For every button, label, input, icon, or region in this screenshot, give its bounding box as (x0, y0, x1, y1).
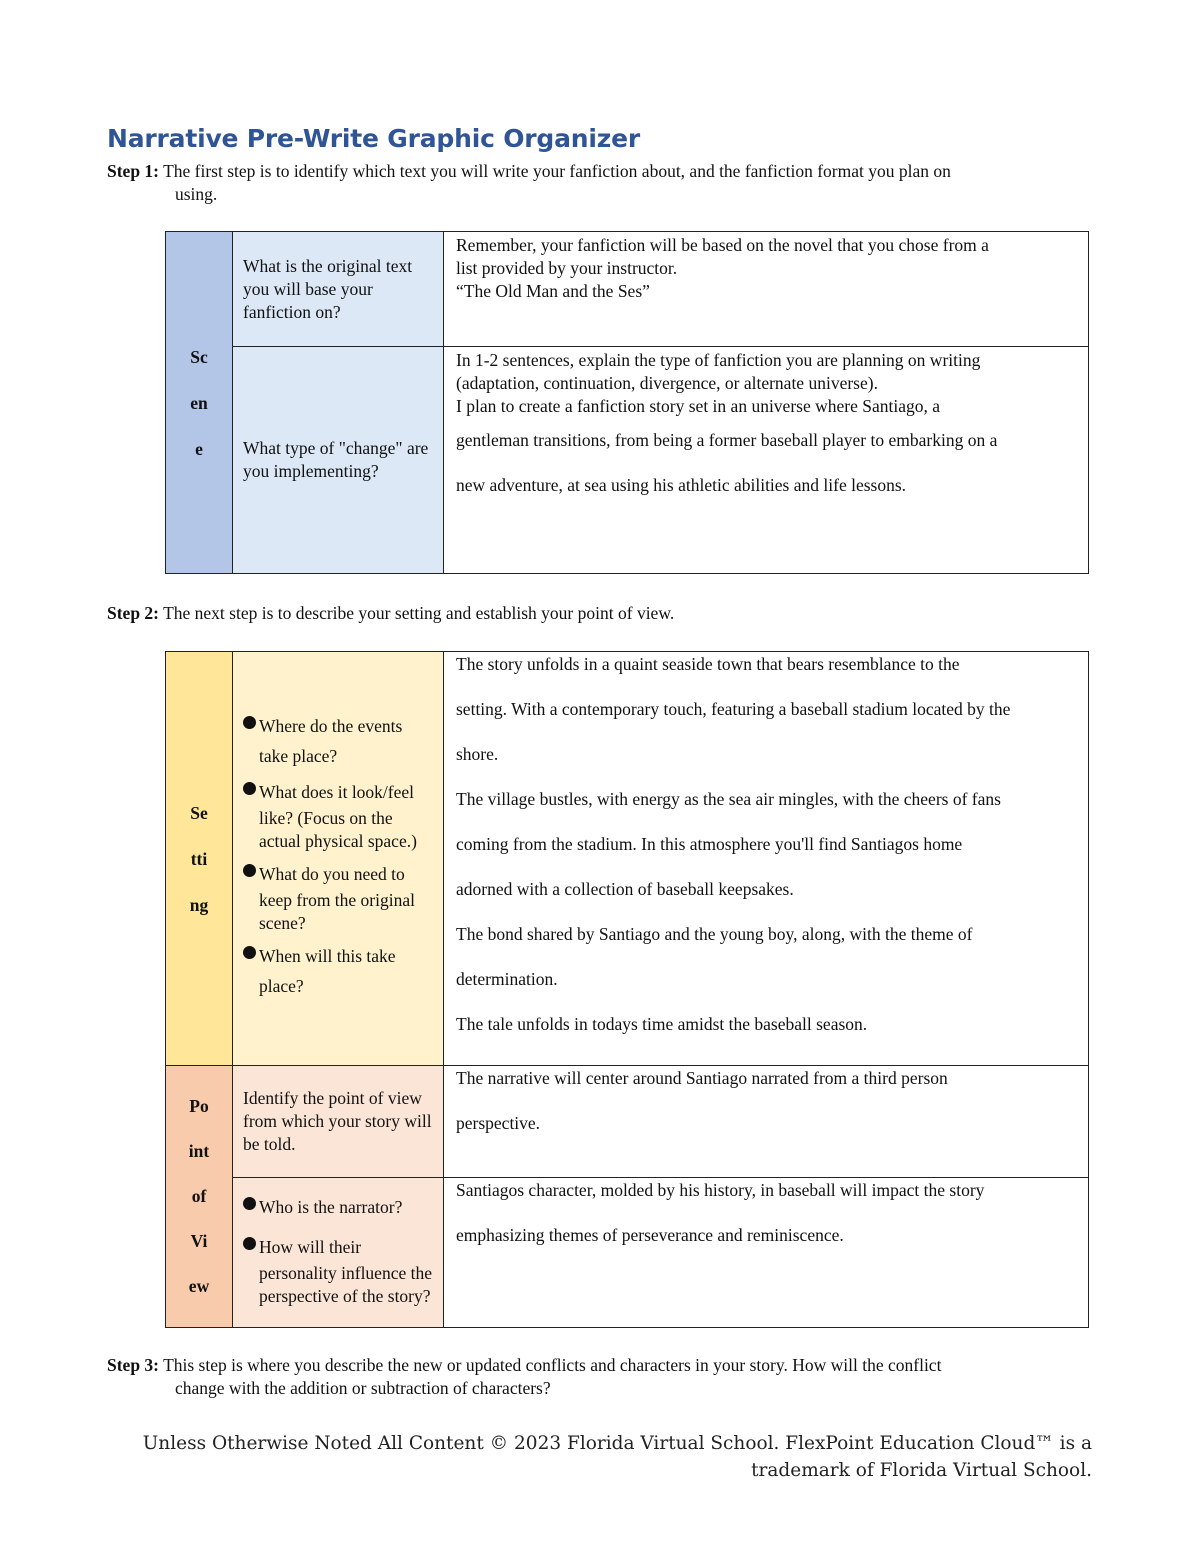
answer-line: The village bustles, with energy as the sea air mingles, with the cheers of fans (456, 789, 1001, 809)
bullet-icon (243, 946, 256, 959)
setting-side-1: Se (190, 802, 208, 823)
answer-line: “The Old Man and the Ses” (456, 281, 650, 301)
answer-line: The narrative will center around Santiago narrated from a third person (456, 1068, 948, 1088)
scene-question-change: What type of "change" are you implementing? (233, 347, 444, 574)
pov-narrator-questions (233, 1178, 444, 1328)
step-3-label: Step 3: (107, 1355, 160, 1375)
answer-line: shore. (456, 744, 499, 764)
bullet-item: What does it look/feel like? (Focus on the actual physical space.) (243, 777, 435, 853)
scene-side-3: e (195, 438, 203, 459)
setting-side-label (166, 652, 233, 1066)
page-title: Narrative Pre-Write Graphic Organizer (107, 124, 640, 153)
bullet-item: How will their personality influence the perspective of the story? (243, 1232, 435, 1308)
answer-line: Remember, your fanfiction will be based on the novel that you chose from a (456, 235, 989, 255)
answer-line: list provided by your instructor. (456, 258, 678, 278)
answer-line: emphasizing themes of perseverance and reminiscence. (456, 1225, 844, 1245)
step-1 (107, 160, 951, 206)
scene-table (165, 231, 1089, 574)
answer-line: The story unfolds in a quaint seaside town that bears resemblance to the (456, 654, 960, 674)
answer-line: Santiagos character, molded by his history, in baseball will impact the story (456, 1180, 985, 1200)
bullet-icon (243, 1197, 256, 1210)
bullet-icon (243, 1237, 256, 1250)
pov-narrator-answer[interactable] (444, 1178, 1089, 1328)
scene-answer-change[interactable] (444, 347, 1089, 574)
step-2 (107, 602, 674, 625)
scene-side-label (166, 232, 233, 574)
answer-line: perspective. (456, 1113, 541, 1133)
scene-answer-original-text[interactable] (444, 232, 1089, 347)
step-1-text: The first step is to identify which text you will write your fanfiction about, and the fanfiction format you plan on (159, 161, 951, 181)
answer-line: The bond shared by Santiago and the young boy, along, with the theme of (456, 924, 973, 944)
answer-line: setting. With a contemporary touch, featuring a baseball stadium located by the (456, 699, 1011, 719)
answer-line: (adaptation, continuation, divergence, or alternate universe). (456, 373, 878, 393)
answer-line: In 1-2 sentences, explain the type of fanfiction you are planning on writing (456, 350, 981, 370)
bullet-icon (243, 864, 256, 877)
pov-answer[interactable] (444, 1066, 1089, 1178)
pov-side-3: of (191, 1186, 207, 1206)
answer-line: The tale unfolds in todays time amidst the baseball season. (456, 1014, 868, 1034)
scene-question-original-text: What is the original text you will base your fanfiction on? (233, 232, 444, 347)
scene-side-1: Sc (190, 346, 208, 367)
step-1-label: Step 1: (107, 161, 160, 181)
setting-side-3: ng (189, 894, 209, 915)
step-3-text: This step is where you describe the new or updated conflicts and characters in your story. How will the conflict (159, 1355, 942, 1375)
answer-line: I plan to create a fanfiction story set in an universe where Santiago, a (456, 396, 940, 416)
pov-side-1: Po (189, 1096, 209, 1116)
answer-line: new adventure, at sea using his athletic abilities and life lessons. (456, 475, 907, 495)
step-2-label: Step 2: (107, 603, 160, 623)
answer-line: determination. (456, 969, 558, 989)
setting-questions (233, 652, 444, 1066)
answer-line: adorned with a collection of baseball keepsakes. (456, 879, 794, 899)
bullet-item: Where do the events take place? (243, 711, 435, 771)
pov-side-4: Vi (190, 1231, 208, 1251)
setting-side-2: tti (190, 848, 208, 869)
setting-answer[interactable] (444, 652, 1089, 1066)
footer-line-1: Unless Otherwise Noted All Content © 2023 Florida Virtual School. FlexPoint Education Cloud™ is a (142, 1433, 1092, 1454)
scene-side-2: en (190, 392, 208, 413)
pov-side-label (166, 1066, 233, 1328)
bullet-item: When will this take place? (243, 941, 435, 1001)
answer-line: gentleman transitions, from being a former baseball player to embarking on a (456, 430, 998, 450)
answer-line: coming from the stadium. In this atmosphere you'll find Santiagos home (456, 834, 963, 854)
pov-side-5: ew (188, 1276, 210, 1296)
step-3-text-cont: change with the addition or subtraction of characters? (175, 1378, 551, 1398)
footer (92, 1430, 1092, 1484)
setting-pov-table (165, 651, 1089, 1328)
bullet-item: What do you need to keep from the original scene? (243, 859, 435, 935)
footer-line-2: trademark of Florida Virtual School. (751, 1460, 1092, 1481)
bullet-icon (243, 716, 256, 729)
pov-side-2: int (188, 1141, 210, 1161)
bullet-icon (243, 782, 256, 795)
pov-question: Identify the point of view from which your story will be told. (233, 1066, 444, 1178)
step-2-text: The next step is to describe your setting and establish your point of view. (159, 603, 675, 623)
bullet-item: Who is the narrator? (243, 1192, 435, 1222)
step-1-text-cont: using. (175, 184, 218, 204)
step-3 (107, 1354, 941, 1400)
